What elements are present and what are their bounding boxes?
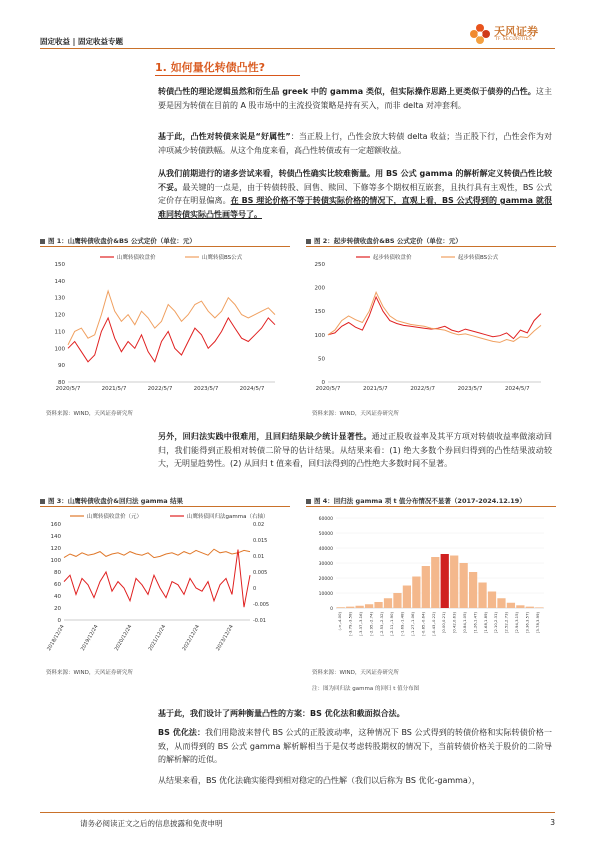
histogram-bar: [507, 603, 515, 608]
y-tick-label: 130: [54, 295, 65, 302]
logo-name-cn: 天风证券: [494, 25, 538, 38]
legend-label-0: 山鹰转债收盘价（元）: [87, 514, 143, 520]
legend-label-0: 起步转债收盘价: [373, 255, 412, 261]
x-tick-label: 2020/5/7: [315, 386, 341, 392]
y-tick-label: 100: [50, 558, 61, 564]
figure-4-note: 注：图为回归法 gamma 的回归 t 值分布图: [312, 686, 420, 692]
x-tick-label: [0.84,1.05): [462, 612, 467, 634]
paragraph-7: [158, 774, 552, 788]
y-tick-label: 50000: [318, 532, 333, 537]
y-tick-label: 140: [50, 534, 61, 540]
footer-disclaimer[interactable]: 请务必阅读正文之后的信息披露和免责申明: [80, 819, 223, 828]
y-tick-label: 150: [54, 262, 65, 268]
p3-bold-1: 从我们前期进行的诸多尝试来看，转债凸性确实比较难衡量。用 BS 公式 gamma 的解析解定义转债凸性比较不妥。: [158, 169, 552, 192]
figure-4-rule: [306, 506, 556, 507]
y-tick-label: 50: [318, 356, 325, 363]
y-tick-label: 160: [50, 522, 61, 528]
figure-1-title: 图 1：山鹰转债收盘价&BS 公式定价（单位：元）: [40, 236, 196, 245]
y-tick-label: 120: [54, 312, 65, 319]
y-tick-label: 0: [321, 380, 325, 386]
legend-label-1: 山鹰转债回归法gamma（右轴）: [187, 514, 269, 520]
x-tick-label: [2.94,3.15): [514, 612, 519, 634]
y-tick-label: 100: [314, 332, 325, 339]
figure-4-source: 资料来源：WIND，天风证券研究所: [312, 670, 399, 676]
figure-2-title: 图 2：起步转债收盘价&BS 公式定价（单位：元）: [306, 236, 462, 245]
y-tick-label: 150: [314, 309, 325, 316]
p1-text: 这主要是因为转债在目前的 A 股市场中的主流投资策略是持有买入，而非 delta 对冲套利。: [158, 87, 552, 110]
paragraph-2: [158, 130, 552, 157]
y-right-tick-label: 0: [253, 586, 257, 592]
y-right-tick-label: 0.005: [253, 570, 268, 576]
series-line-0: [64, 549, 250, 557]
x-tick-label: [-0.85,-0.64): [420, 612, 426, 636]
y-tick-label: 0: [57, 618, 61, 624]
section-title-text: 如何量化转债凸性?: [170, 61, 266, 74]
x-tick-label: 2023/5/7: [193, 386, 219, 392]
legend-label-1: 起步转债BS公式: [458, 255, 499, 261]
y-tick-label: 80: [54, 570, 61, 576]
company-logo: [468, 22, 558, 48]
x-tick-label: 2021/5/7: [362, 386, 388, 392]
y-tick-label: 40: [54, 594, 61, 600]
p3-text: 最关键的一点是，由于转债转股、回售、赎回、下修等多个期权相互嵌套，且执行具有主观性，BS 公式定价存在明显偏离。: [158, 182, 553, 205]
histogram-bar: [393, 593, 401, 608]
figure-2-source: 资料来源：WIND，天风证券研究所: [312, 411, 399, 417]
figure-3-source: 资料来源：WIND，天风证券研究所: [46, 670, 133, 676]
p4-bold: 另外，回归法实践中很难用，且回归结果缺少统计显著性。: [158, 432, 372, 441]
figure-3-chart: [40, 508, 290, 658]
x-tick-label: [2.10,2.31): [493, 612, 499, 634]
x-tick-label: [-3.79,-3.58): [347, 612, 353, 636]
figure-4-chart: [306, 508, 556, 658]
x-tick-label: [1.26,1.47): [472, 612, 478, 634]
p2-text: ：当正股上行，凸性会放大转债 delta 收益；当正股下行，凸性会作为对冲项减少转债跌幅。从这个角度来看，高凸性转债或有一定超额收益。: [158, 132, 552, 155]
p3-bold-2: 在 BS 理论价格不等于转债实际价格的情况下，直观上看，BS 公式得到的 gamma 就很难同转债实际凸性画等号了。: [158, 196, 553, 219]
paragraph-5: [158, 707, 552, 721]
x-tick-label: [-1.27,-1.06): [410, 612, 415, 636]
y-right-tick-label: 0.02: [253, 522, 265, 528]
y-tick-label: 60000: [318, 517, 333, 522]
histogram-bar: [403, 586, 411, 609]
section-number: 1.: [155, 61, 167, 74]
x-tick-label: 2021/5/7: [101, 386, 127, 392]
histogram-bar: [469, 572, 477, 608]
y-tick-label: 10000: [318, 592, 333, 597]
p6-bold: BS 优化法：: [158, 728, 206, 737]
x-tick-label: 2019/12/24: [79, 624, 100, 652]
paragraph-3: [158, 167, 552, 221]
y-tick-label: 40000: [318, 547, 333, 552]
x-tick-label: [0.42,0.63): [451, 612, 457, 634]
x-tick-label: 2018/12/24: [46, 624, 66, 652]
y-tick-label: 250: [314, 262, 325, 268]
section-title: [155, 59, 265, 75]
report-header: 固定收益 | 固定收益专题: [40, 37, 123, 46]
legend-label-0: 山鹰转债收盘价: [117, 255, 156, 261]
p1-bold: 转债凸性的理论逻辑虽然和衍生品 greek 中的 gamma 类似，但实际操作思路上更类似于债券的凸性。: [158, 87, 536, 96]
figure-1-rule: [40, 246, 290, 247]
header-rule: [40, 48, 555, 49]
x-tick-label: 2023/12/24: [215, 624, 235, 652]
histogram-bar: [356, 606, 364, 608]
logo-name-en: TF SECURITIES: [495, 37, 533, 42]
y-right-tick-label: 0.01: [253, 554, 265, 560]
p2-bold: 基于此，凸性对转债来说是“好属性”: [158, 132, 291, 141]
x-tick-label: [-0.43,-0.22): [430, 612, 436, 636]
legend-label-1: 山鹰转债BS公式: [202, 255, 243, 261]
y-tick-label: 140: [54, 278, 65, 285]
x-tick-label: [-3.37,-3.16): [358, 612, 363, 636]
x-tick-label: 2020/12/24: [113, 624, 134, 652]
histogram-bar: [374, 602, 382, 608]
paragraph-4: [158, 430, 552, 471]
histogram-bar: [346, 607, 354, 608]
y-tick-label: 90: [58, 363, 65, 370]
histogram-bar: [441, 554, 449, 608]
paragraph-6: [158, 726, 552, 767]
x-tick-label: [-2.11,-1.90): [389, 612, 395, 636]
figure-3-title: 图 3：山鹰转债收盘价&回归法 gamma 结果: [40, 496, 183, 505]
logo-flower-icon: [468, 22, 492, 46]
histogram-bar: [526, 607, 534, 608]
figure-1-chart: [40, 250, 290, 400]
y-right-tick-label: -0.005: [253, 602, 270, 608]
series-line-0: [328, 297, 541, 339]
histogram-bar: [488, 592, 496, 609]
figure-1-source: 资料来源：WIND，天风证券研究所: [46, 411, 133, 417]
histogram-bar: [450, 556, 458, 609]
y-tick-label: 100: [54, 346, 65, 353]
x-tick-label: 2024/5/7: [239, 386, 265, 392]
histogram-bar: [535, 607, 543, 608]
histogram-bar: [337, 607, 345, 608]
figure-3-rule: [40, 506, 290, 507]
x-tick-label: [1.68,1.89): [482, 612, 488, 634]
histogram-bar: [516, 605, 524, 608]
x-tick-label: 2023/5/7: [457, 386, 483, 392]
paragraph-1: [158, 85, 552, 112]
histogram-bar: [412, 577, 420, 609]
p5-bold: 基于此，我们设计了两种衡量凸性的方案：BS 优化法和截面拟合法。: [158, 709, 405, 718]
x-tick-label: 2022/12/24: [181, 624, 202, 652]
figure-2-rule: [306, 246, 556, 247]
y-tick-label: 30000: [318, 562, 333, 567]
x-tick-label: [3.78,3.99): [534, 612, 540, 634]
histogram-bar: [497, 598, 505, 608]
x-tick-label: [-2.53,-2.32): [378, 612, 384, 636]
x-tick-label: [-1.69,-1.48): [399, 612, 405, 636]
histogram-bar: [431, 557, 439, 608]
histogram-bar: [365, 604, 373, 608]
y-tick-label: 0: [330, 607, 333, 612]
x-tick-label: [-2.95,-2.74): [368, 612, 374, 636]
histogram-bar: [460, 563, 468, 608]
series-line-1: [64, 550, 250, 608]
p6-text: 我们用隐波来替代 BS 公式的正股波动率，这种情况下 BS 公式得到的转债价格和实际转债价格一致，从而得到的 BS 公式 gamma 解析解相当于是仅考虑转股期权的情况下，当前转债价格关于股价的二阶导的解析解的近似。: [158, 728, 552, 764]
series-line-1: [68, 291, 275, 345]
x-tick-label: [2.52,2.73): [503, 612, 509, 634]
p7-text: 从结果来看，BS 优化法确实能得到相对稳定的凸性解（我们以后称为 BS 优化-gamma），: [158, 776, 480, 785]
figure-2-chart: [306, 250, 556, 400]
x-tick-label: [0.00,0.21): [441, 612, 447, 634]
figure-4-title: 图 4：回归法 gamma 项 t 值分布情况不显著（2017-2024.12.19）: [306, 496, 526, 505]
x-tick-label: (-∞,-4.00): [337, 612, 343, 631]
histogram-bar: [422, 566, 430, 608]
x-tick-label: 2020/5/7: [55, 386, 81, 392]
histogram-bar: [478, 583, 486, 609]
y-tick-label: 80: [58, 380, 65, 386]
y-tick-label: 20000: [318, 577, 333, 582]
x-tick-label: 2021/12/24: [147, 624, 168, 652]
y-tick-label: 120: [50, 546, 61, 552]
footer-rule: [40, 812, 555, 813]
y-tick-label: 110: [54, 329, 65, 336]
y-tick-label: 60: [54, 582, 61, 588]
p4-text: 通过正股收益率及其平方项对转债收益率做滚动回归，我们能得到正股相对转债二阶导的估计结果。从结果来看：(1) 绝大多数个券回归得到的凸性结果波动较大，无明显趋势性。(2) 从回归 t 值来看，回归法得到的凸性绝大多数时间不显著。: [158, 432, 552, 468]
histogram-bar: [384, 598, 392, 608]
x-tick-label: 2022/5/7: [147, 386, 173, 392]
x-tick-label: 2022/5/7: [410, 386, 436, 392]
x-tick-label: 2024/5/7: [504, 386, 530, 392]
page-number: 3: [550, 818, 555, 827]
y-right-tick-label: 0.015: [253, 538, 268, 544]
y-tick-label: 20: [54, 606, 61, 612]
y-right-tick-label: -0.01: [253, 618, 266, 624]
series-line-0: [68, 318, 275, 362]
y-tick-label: 200: [314, 285, 325, 292]
x-tick-label: [3.36,3.57): [524, 612, 530, 634]
